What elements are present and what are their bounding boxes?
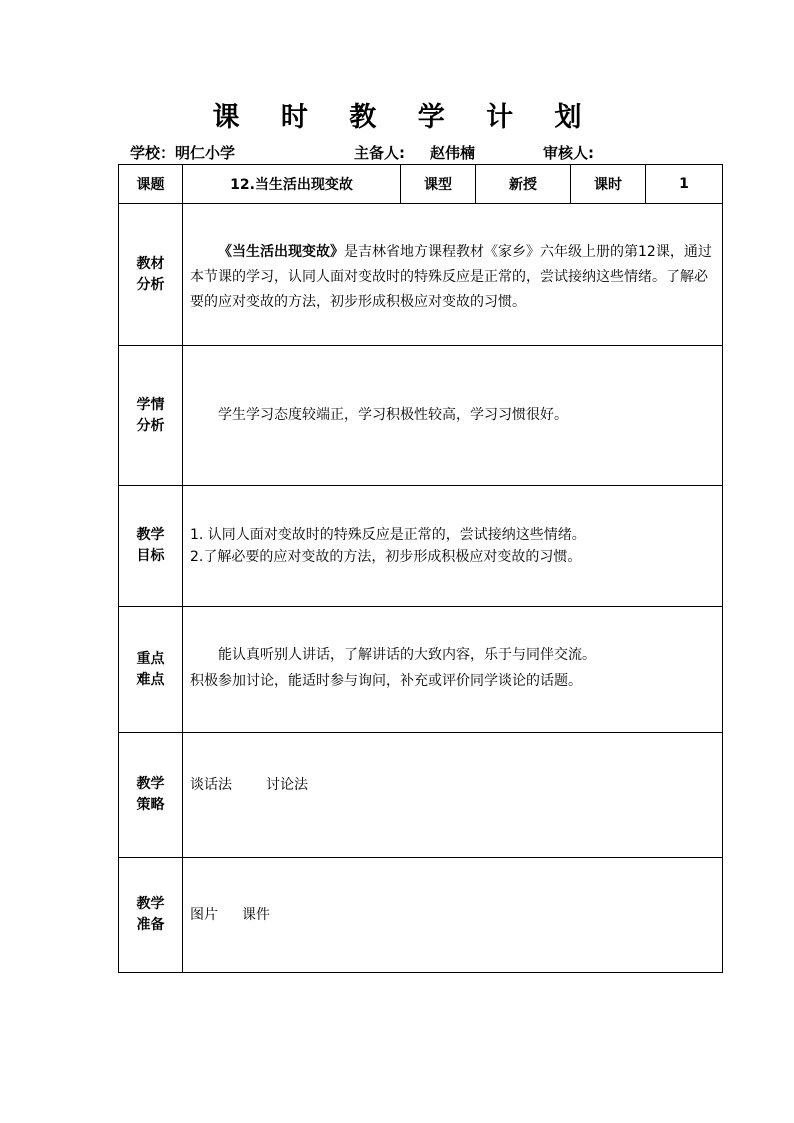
objective-item: 1. 认同人面对变故时的特殊反应是正常的，尝试接纳这些情绪。 — [190, 527, 586, 543]
table-row-student-analysis — [119, 346, 723, 486]
student-analysis-label — [119, 346, 183, 486]
label-line: 准备 — [136, 917, 165, 933]
table-row-strategy — [119, 733, 723, 858]
label-line: 策略 — [136, 797, 165, 813]
label-line: 教学 — [136, 776, 165, 792]
type-label: 课型 — [401, 165, 476, 204]
label-line: 教学 — [136, 527, 165, 543]
preparation-label — [119, 858, 183, 973]
table-row-key-points — [119, 607, 723, 733]
page-title: 课 时 教 学 计 划 — [212, 102, 598, 133]
lesson-plan-table — [118, 164, 723, 973]
table-row-textbook-analysis — [119, 204, 723, 346]
strategy-item: 讨论法 — [266, 777, 308, 793]
type-value: 新授 — [476, 165, 571, 204]
preparer-name: 赵伟楠 — [430, 144, 476, 162]
key-point-item: 能认真听别人讲话，了解讲话的大致内容，乐于与同伴交流。 — [218, 647, 596, 663]
preparation-content — [183, 858, 723, 973]
hours-value: 1 — [646, 165, 723, 204]
label-line: 目标 — [136, 548, 165, 564]
key-points-label — [119, 607, 183, 733]
topic-label: 课题 — [119, 165, 183, 204]
textbook-analysis-label — [119, 204, 183, 346]
table-row-objectives — [119, 486, 723, 607]
objectives-label — [119, 486, 183, 607]
textbook-analysis-rest: 是吉林省地方课程教材《家乡》六年级上册的第12课，通过本节课的学习，认同人面对变故时的特殊反应是正常的，尝试接纳这些情绪。了解必要的应对变故的方法，初步形成积极应对变故的习惯。 — [190, 244, 712, 310]
hours-label: 课时 — [571, 165, 646, 204]
table-row-preparation — [119, 858, 723, 973]
student-analysis-content — [183, 346, 723, 486]
objectives-content — [183, 486, 723, 607]
preparation-item: 课件 — [242, 907, 270, 923]
student-analysis-text: 学生学习态度较端正，学习积极性较高，学习习惯很好。 — [218, 407, 568, 423]
objective-item: 2.了解必要的应对变故的方法，初步形成积极应对变故的习惯。 — [190, 549, 582, 565]
strategy-label — [119, 733, 183, 858]
key-point-item: 积极参加讨论，能适时参与询问，补充或评价同学谈论的话题。 — [190, 673, 582, 689]
preparer-label: 主备人: — [354, 144, 405, 162]
label-line: 分析 — [136, 276, 165, 293]
label-line: 分析 — [136, 417, 165, 434]
textbook-title: 《当生活出现变故》 — [218, 244, 344, 260]
topic-value: 12.当生活出现变故 — [183, 165, 401, 204]
preparation-item: 图片 — [190, 907, 218, 923]
label-line: 学情 — [136, 396, 165, 413]
school-label: 学校：明仁小学 — [130, 144, 236, 162]
textbook-analysis-content — [183, 204, 723, 346]
reviewer-label: 审核人: — [543, 144, 594, 162]
label-line: 难点 — [136, 671, 165, 688]
label-line: 重点 — [136, 650, 165, 667]
table-row-topic — [119, 165, 723, 204]
strategy-item: 谈话法 — [190, 777, 232, 793]
label-line: 教材 — [136, 255, 165, 272]
strategy-content — [183, 733, 723, 858]
label-line: 教学 — [136, 896, 165, 912]
textbook-analysis-text — [190, 240, 715, 315]
key-points-content — [183, 607, 723, 733]
